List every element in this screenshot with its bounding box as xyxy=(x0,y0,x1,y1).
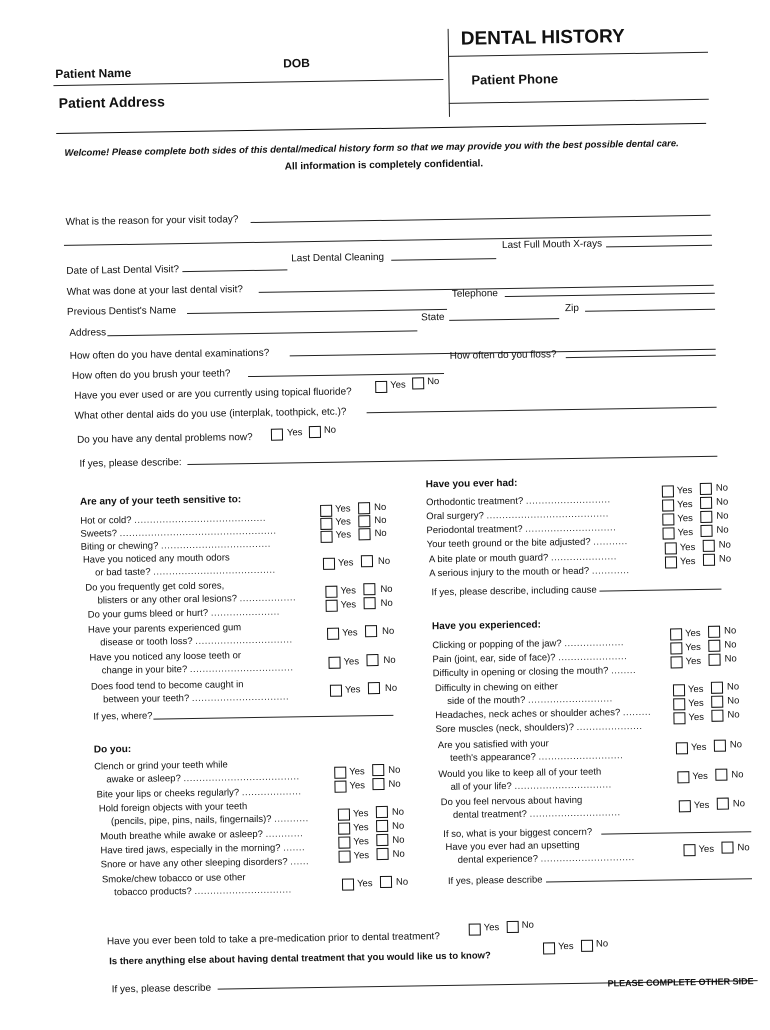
bite-lips-no-label: No xyxy=(388,778,401,790)
last-visit-label: Date of Last Dental Visit? xyxy=(66,264,180,277)
premed-no-checkbox[interactable] xyxy=(507,921,519,933)
injury-no-label: No xyxy=(718,553,732,565)
address-field[interactable] xyxy=(107,330,417,336)
prev-dentist-field[interactable] xyxy=(187,309,447,314)
had-orthodontic: Orthodontic treatment? ........................... xyxy=(425,494,611,509)
sores-no-label: No xyxy=(380,583,393,596)
snore-no-checkbox[interactable] xyxy=(376,848,388,860)
zip-label: Zip xyxy=(564,302,580,315)
last-cleaning-field[interactable] xyxy=(391,258,496,261)
concern-label: If so, what is your biggest concern? xyxy=(443,826,593,841)
sweets-yes-label: Yes xyxy=(335,516,351,528)
exp-describe-label: If yes, please describe xyxy=(447,874,543,887)
periodontal-no-label: No xyxy=(716,510,729,522)
pain-yes-label: Yes xyxy=(685,641,701,654)
had-oral-surgery: Oral surgery? ....................................... xyxy=(426,508,609,523)
sores-yes-checkbox[interactable] xyxy=(325,586,337,598)
concern-field[interactable] xyxy=(601,831,751,834)
problems-no-checkbox[interactable] xyxy=(309,426,321,438)
satisfied-no-checkbox[interactable] xyxy=(714,740,726,752)
snore-yes-label: Yes xyxy=(353,850,370,862)
bite-adjusted-no-label: No xyxy=(716,524,729,536)
hold-yes-label: Yes xyxy=(352,808,369,820)
state-field[interactable] xyxy=(449,318,559,321)
biting-yes-label: Yes xyxy=(335,529,352,541)
bite-adjusted-no-checkbox[interactable] xyxy=(700,525,712,537)
food-line2: between your teeth? ............................... xyxy=(103,691,290,706)
smoke-yes-checkbox[interactable] xyxy=(342,878,354,890)
pain-no-label: No xyxy=(724,639,737,651)
sensitive-sweets: Sweets? .................................................. xyxy=(80,525,277,540)
had-describe-field[interactable] xyxy=(599,589,721,592)
smoke-no-label: No xyxy=(395,876,409,888)
chew-no-checkbox[interactable] xyxy=(711,682,723,694)
nervous-line1: Do you feel nervous about having xyxy=(440,794,583,809)
reason-field-2[interactable] xyxy=(64,235,712,246)
last-xrays-label: Last Full Mouth X-rays xyxy=(501,238,603,252)
nervous-no-label: No xyxy=(732,798,746,810)
sore-no-checkbox[interactable] xyxy=(711,710,723,722)
exp-headaches: Headaches, neck aches or shoulder aches? ......... xyxy=(435,706,652,722)
patient-address-label: Patient Address xyxy=(58,93,165,111)
hot-cold-no-checkbox[interactable] xyxy=(358,502,370,514)
exp-clicking: Clicking or popping of the jaw? ................... xyxy=(432,637,625,652)
food-no-label: No xyxy=(384,682,398,694)
keep-no-label: No xyxy=(731,769,744,781)
gums-yes-label: Yes xyxy=(340,599,357,611)
sores-line2: blisters or any other oral lesions? .................. xyxy=(97,592,297,607)
problems-yes-label: Yes xyxy=(286,427,303,439)
oral-surgery-no-checkbox[interactable] xyxy=(700,497,712,509)
snore-yes-checkbox[interactable] xyxy=(339,851,351,863)
opening-no-checkbox[interactable] xyxy=(708,654,720,666)
parents-no-label: No xyxy=(381,625,395,637)
had-periodontal: Periodontal treatment? ............................. xyxy=(426,522,617,537)
last-xrays-field[interactable] xyxy=(606,245,712,248)
bite-plate-yes-checkbox[interactable] xyxy=(665,542,677,554)
food-yes-checkbox[interactable] xyxy=(330,685,342,697)
complete-other-side: PLEASE COMPLETE OTHER SIDE xyxy=(607,976,754,989)
confidential-text: All information is completely confidential. xyxy=(284,158,484,173)
keep-no-checkbox[interactable] xyxy=(715,769,727,781)
hold-line2: (pencils, pipe, pins, nails, fingernails)? ........... xyxy=(110,813,309,828)
header-bottom-rule xyxy=(56,123,706,134)
anything-no-label: No xyxy=(595,938,609,950)
sore-yes-checkbox[interactable] xyxy=(673,712,685,724)
oral-surgery-yes-checkbox[interactable] xyxy=(662,499,674,511)
injury-no-checkbox[interactable] xyxy=(703,554,715,566)
anything-yes-checkbox[interactable] xyxy=(543,942,555,954)
mouth-no-checkbox[interactable] xyxy=(376,820,388,832)
upset-yes-checkbox[interactable] xyxy=(683,844,695,856)
smoke-yes-label: Yes xyxy=(356,878,373,890)
problems-label: Do you have any dental problems now? xyxy=(76,431,253,446)
sweets-no-label: No xyxy=(374,514,387,527)
pain-no-checkbox[interactable] xyxy=(708,640,720,652)
odors-yes-label: Yes xyxy=(337,557,354,569)
loose-line1: Have you noticed any loose teeth or xyxy=(89,650,242,664)
sore-no-label: No xyxy=(727,709,740,721)
clicking-no-label: No xyxy=(724,625,737,637)
nervous-no-checkbox[interactable] xyxy=(717,798,729,810)
clench-yes-label: Yes xyxy=(349,766,365,778)
bite-lips-yes-checkbox[interactable] xyxy=(334,781,346,793)
aids-label: What other dental aids do you use (interplak, toothpick, etc.)? xyxy=(74,406,347,422)
had-bite-adjusted: Your teeth ground or the bite adjusted? ........... xyxy=(426,536,628,551)
exp-describe-field[interactable] xyxy=(546,878,752,882)
chew-yes-label: Yes xyxy=(687,683,704,696)
parents-no-checkbox[interactable] xyxy=(365,625,377,637)
aids-field[interactable] xyxy=(367,407,717,413)
what-done-label: What was done at your last dental visit? xyxy=(66,284,243,298)
odors-no-checkbox[interactable] xyxy=(361,555,373,567)
floss-freq-label: How often do you floss? xyxy=(449,349,557,362)
sore-yes-label: Yes xyxy=(688,711,705,724)
premed-yes-label: Yes xyxy=(483,922,500,934)
parents-yes-label: Yes xyxy=(341,627,358,639)
loose-line2: change in your bite? ................................. xyxy=(101,662,294,677)
parents-line2: disease or tooth loss? ............................... xyxy=(100,634,293,649)
anything-yes-label: Yes xyxy=(557,941,574,953)
biting-yes-checkbox[interactable] xyxy=(320,531,332,543)
food-yes-label: Yes xyxy=(344,684,361,696)
premed-no-label: No xyxy=(521,919,534,931)
periodontal-yes-label: Yes xyxy=(677,513,693,525)
gums-no-label: No xyxy=(380,597,393,610)
gums-no-checkbox[interactable] xyxy=(364,597,376,609)
chew-yes-checkbox[interactable] xyxy=(673,684,685,696)
orthodontic-no-checkbox[interactable] xyxy=(700,483,712,495)
exp-pain: Pain (joint, ear, side of face)? ...................... xyxy=(432,651,628,666)
nervous-yes-checkbox[interactable] xyxy=(679,800,691,812)
hold-line1: Hold foreign objects with your teeth xyxy=(98,801,248,815)
satisfied-no-label: No xyxy=(729,739,743,751)
clench-no-checkbox[interactable] xyxy=(372,764,384,776)
sores-line1: Do you frequently get cold sores, xyxy=(85,580,225,594)
experienced-heading: Have you experienced: xyxy=(431,619,542,633)
satisfied-line2: teeth's appearance? ........................... xyxy=(449,750,624,764)
mouth-no-label: No xyxy=(392,820,405,832)
chew-line2: side of the mouth? ........................... xyxy=(447,693,613,707)
bite-plate-yes-label: Yes xyxy=(679,542,696,554)
exp-opening: Difficulty in opening or closing the mouth? ........ xyxy=(432,664,637,680)
mouth-yes-label: Yes xyxy=(353,822,369,834)
hot-cold-yes-label: Yes xyxy=(335,503,351,515)
headaches-yes-checkbox[interactable] xyxy=(673,698,685,710)
state-label: State xyxy=(421,311,445,324)
biting-no-label: No xyxy=(374,527,387,540)
jaws-yes-label: Yes xyxy=(353,836,369,848)
keep-line1: Would you like to keep all of your teeth xyxy=(438,766,602,781)
exam-freq-label: How often do you have dental examinations? xyxy=(69,347,270,362)
upset-line2: dental experience? .............................. xyxy=(457,852,635,866)
problems-describe-label: If yes, please describe: xyxy=(79,457,182,470)
gums-yes-checkbox[interactable] xyxy=(326,600,338,612)
upset-no-checkbox[interactable] xyxy=(721,841,733,853)
phone-field-line[interactable] xyxy=(449,99,709,104)
last-cleaning-label: Last Dental Cleaning xyxy=(291,251,385,265)
sensitive-hot-cold: Hot or cold? .......................................... xyxy=(80,512,267,527)
clench-line1: Clench or grind your teeth while xyxy=(94,759,228,773)
had-bite-plate: A bite plate or mouth guard? ..................... xyxy=(428,551,617,566)
oral-surgery-no-label: No xyxy=(715,496,729,508)
injury-yes-label: Yes xyxy=(679,556,696,568)
opening-yes-checkbox[interactable] xyxy=(670,656,682,668)
bite-adjusted-yes-label: Yes xyxy=(677,527,694,539)
clicking-yes-label: Yes xyxy=(685,627,701,640)
bite-adjusted-yes-checkbox[interactable] xyxy=(662,527,674,539)
headaches-no-label: No xyxy=(727,695,740,707)
reason-label: What is the reason for your visit today? xyxy=(65,214,239,228)
patient-phone-label: Patient Phone xyxy=(471,71,559,88)
problems-no-label: No xyxy=(323,424,337,436)
food-line1: Does food tend to become caught in xyxy=(90,679,244,693)
hold-no-label: No xyxy=(391,806,405,818)
telephone-label: Telephone xyxy=(451,288,499,300)
snore-no-label: No xyxy=(392,848,405,860)
floss-freq-field[interactable] xyxy=(566,355,716,358)
jaws-no-label: No xyxy=(392,834,405,846)
title-underline xyxy=(448,52,708,57)
odors-line2: or bad taste? ....................................... xyxy=(95,564,276,579)
address-label: Address xyxy=(69,327,107,339)
exp-sore-muscles: Sore muscles (neck, shoulders)? ..................... xyxy=(435,720,643,736)
headaches-no-checkbox[interactable] xyxy=(711,696,723,708)
loose-no-checkbox[interactable] xyxy=(366,654,378,666)
clench-yes-checkbox[interactable] xyxy=(334,767,346,779)
upset-line1: Have you ever had an upsetting xyxy=(445,839,580,854)
smoke-no-checkbox[interactable] xyxy=(380,876,392,888)
bite-lips-no-checkbox[interactable] xyxy=(372,778,384,790)
jaws-no-checkbox[interactable] xyxy=(376,834,388,846)
prev-dentist-label: Previous Dentist's Name xyxy=(66,305,177,318)
clench-no-label: No xyxy=(388,764,401,776)
had-describe-label: If yes, please describe, including cause xyxy=(431,584,597,599)
satisfied-yes-checkbox[interactable] xyxy=(676,742,688,754)
loose-no-label: No xyxy=(383,654,396,666)
reason-field[interactable] xyxy=(251,215,711,223)
opening-yes-label: Yes xyxy=(685,655,702,668)
satisfied-yes-label: Yes xyxy=(690,741,707,754)
ever-had-heading: Have you ever had: xyxy=(425,477,518,491)
satisfied-line1: Are you satisfied with your xyxy=(437,738,549,752)
sensitive-biting: Biting or chewing? ................................... xyxy=(80,538,271,553)
keep-yes-checkbox[interactable] xyxy=(677,771,689,783)
hot-cold-no-label: No xyxy=(374,501,387,514)
bite-plate-no-checkbox[interactable] xyxy=(703,540,715,552)
problems-describe-field[interactable] xyxy=(187,456,717,465)
clicking-yes-checkbox[interactable] xyxy=(670,628,682,640)
mouth-breathe: Mouth breathe while awake or asleep? ............ xyxy=(100,828,304,843)
injury-yes-checkbox[interactable] xyxy=(665,556,677,568)
parents-yes-checkbox[interactable] xyxy=(327,628,339,640)
fluoride-no-label: No xyxy=(427,376,440,388)
where-label: If yes, where? xyxy=(93,710,153,723)
loose-yes-checkbox[interactable] xyxy=(328,657,340,669)
parents-line1: Have your parents experienced gum xyxy=(87,622,242,636)
odors-yes-checkbox[interactable] xyxy=(323,558,335,570)
bite-plate-no-label: No xyxy=(718,539,731,551)
food-no-checkbox[interactable] xyxy=(368,682,380,694)
orthodontic-yes-checkbox[interactable] xyxy=(662,485,674,497)
nervous-yes-label: Yes xyxy=(693,799,710,812)
headaches-yes-label: Yes xyxy=(688,697,704,710)
upset-no-label: No xyxy=(737,842,750,854)
periodontal-no-checkbox[interactable] xyxy=(700,511,712,523)
last-visit-field[interactable] xyxy=(182,269,287,272)
zip-field[interactable] xyxy=(585,309,715,312)
jaws-yes-checkbox[interactable] xyxy=(338,837,350,849)
anything-else-label: Is there anything else about having dental treatment that you would like us to know? xyxy=(109,950,491,968)
anything-no-checkbox[interactable] xyxy=(581,940,593,952)
clicking-no-checkbox[interactable] xyxy=(708,626,720,638)
form-title: DENTAL HISTORY xyxy=(460,26,625,50)
orthodontic-yes-label: Yes xyxy=(676,485,693,497)
brush-freq-label: How often do you brush your teeth? xyxy=(71,368,231,382)
premed-yes-checkbox[interactable] xyxy=(469,923,481,935)
where-field[interactable] xyxy=(153,715,393,720)
smoke-line1: Smoke/chew tobacco or use other xyxy=(101,872,246,886)
sores-no-checkbox[interactable] xyxy=(363,583,375,595)
chew-line1: Difficulty in chewing on either xyxy=(434,681,558,695)
had-injury: A serious injury to the mouth or head? ............ xyxy=(429,565,630,580)
hold-no-checkbox[interactable] xyxy=(376,806,388,818)
fluoride-label: Have you ever used or are you currently using topical fluoride? xyxy=(74,386,352,402)
welcome-text: Welcome! Please complete both sides of this dental/medical history form so that we may provide you with the best possible dental care. xyxy=(64,138,679,159)
tired-jaws: Have tired jaws, especially in the morning? ....... xyxy=(100,842,306,857)
biting-no-checkbox[interactable] xyxy=(358,528,370,540)
premed-label: Have you ever been told to take a pre-medication prior to dental treatment? xyxy=(106,931,440,948)
patient-name-label: Patient Name xyxy=(55,65,132,82)
gums-bleed: Do your gums bleed or hurt? ...................... xyxy=(87,606,280,621)
bite-lips: Bite your lips or cheeks regularly? ................... xyxy=(96,786,302,801)
problems-yes-checkbox[interactable] xyxy=(271,429,283,441)
sweets-no-checkbox[interactable] xyxy=(358,515,370,527)
oral-surgery-yes-label: Yes xyxy=(677,499,693,511)
fluoride-no-checkbox[interactable] xyxy=(412,377,424,389)
orthodontic-no-label: No xyxy=(715,482,729,494)
opening-no-label: No xyxy=(724,653,737,665)
mouth-yes-checkbox[interactable] xyxy=(338,823,350,835)
upset-yes-label: Yes xyxy=(698,843,715,856)
dob-label: DOB xyxy=(283,56,310,71)
periodontal-yes-checkbox[interactable] xyxy=(662,513,674,525)
smoke-line2: tobacco products? ............................... xyxy=(114,884,292,899)
odors-no-label: No xyxy=(377,555,391,568)
chew-no-label: No xyxy=(726,681,740,693)
footer-describe-label: If yes, please describe xyxy=(111,982,212,996)
sores-yes-label: Yes xyxy=(340,585,357,597)
bite-lips-yes-label: Yes xyxy=(349,780,366,792)
hold-yes-checkbox[interactable] xyxy=(338,809,350,821)
clench-line2: awake or asleep? ..................................... xyxy=(106,771,300,786)
telephone-field[interactable] xyxy=(505,293,715,297)
fluoride-yes-label: Yes xyxy=(390,379,406,391)
keep-yes-label: Yes xyxy=(692,770,708,783)
keep-line2: all of your life? ............................... xyxy=(450,779,612,793)
odors-line1: Have you noticed any mouth odors xyxy=(82,552,230,566)
sweets-yes-checkbox[interactable] xyxy=(320,518,332,530)
snore: Snore or have any other sleeping disorders? ...... xyxy=(100,856,310,871)
fluoride-yes-checkbox[interactable] xyxy=(375,381,387,393)
do-you-heading: Do you: xyxy=(93,743,132,756)
pain-yes-checkbox[interactable] xyxy=(670,642,682,654)
nervous-line2: dental treatment? ............................. xyxy=(452,807,621,821)
hot-cold-yes-checkbox[interactable] xyxy=(320,505,332,517)
loose-yes-label: Yes xyxy=(343,656,360,668)
sensitive-heading: Are any of your teeth sensitive to: xyxy=(79,494,242,508)
